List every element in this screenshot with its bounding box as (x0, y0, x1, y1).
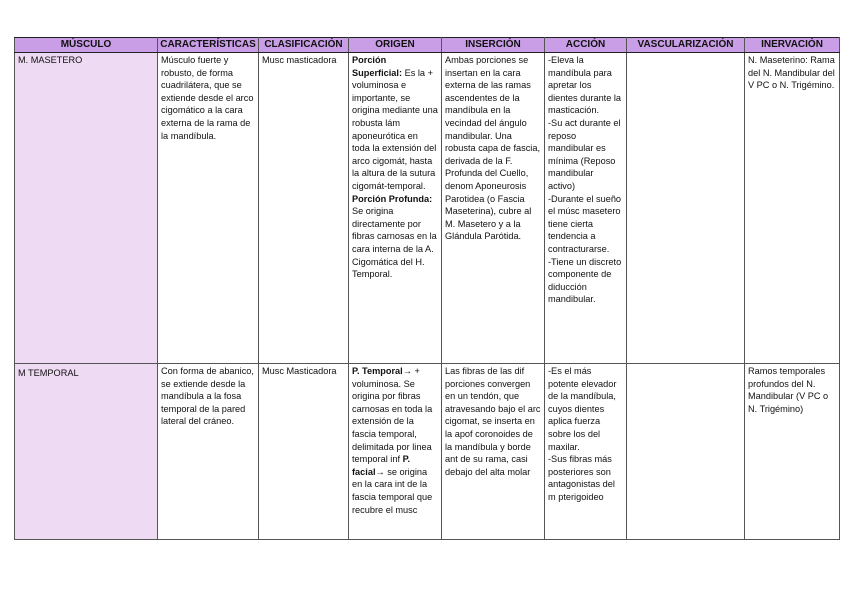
header-accion: ACCIÓN (545, 38, 627, 53)
cell-vascularizacion (627, 364, 745, 540)
cell-clasificacion: Musc masticadora (259, 53, 349, 364)
cell-inervacion: Ramos temporales profundos del N. Mandibular (V PC o N. Trigémino) (745, 364, 840, 540)
table-row-temporal (15, 364, 840, 540)
cell-caracteristicas: Con forma de abanico, se extiende desde la mandíbula a la fosa temporal de la pared lateral del cráneo. (158, 364, 259, 540)
header-musculo: MÚSCULO (15, 38, 158, 53)
cell-origen (349, 53, 442, 364)
cell-musculo: M. MASETERO (15, 53, 158, 364)
muscles-table (14, 37, 840, 540)
origen-text-temporal: + voluminosa. Se origina por fibras carnosas en toda la extensión de la fascia temporal, delimitada por linea temporal inf (352, 366, 433, 465)
header-vascularizacion: VASCULARIZACIÓN (627, 38, 745, 53)
origen-heading-temporal: P. Temporal→ (352, 366, 412, 376)
header-row (15, 38, 840, 53)
header-inervacion: INERVACIÓN (745, 38, 840, 53)
cell-musculo: M TEMPORAL (15, 364, 158, 540)
header-insercion: INSERCIÓN (442, 38, 545, 53)
cell-inervacion: N. Maseterino: Rama del N. Mandibular del V PC o N. Trigémino. (745, 53, 840, 364)
cell-caracteristicas: Músculo fuerte y robusto, de forma cuadrilátera, que se extiende desde el arco cigomático a la cara externa de la rama de la mandíbula. (158, 53, 259, 364)
cell-accion: -Eleva la mandíbula para apretar los dientes durante la masticación. -Su act durante el reposo mandibular es mínima (Reposo mandibular activo) -Durante el sueño el músc masetero tiene cierta tendencia a contracturarse. -Tiene un discreto componente de diducción mandibular. (545, 53, 627, 364)
table-row-masetero (15, 53, 840, 364)
origen-heading-facial: P. facial→ (352, 454, 411, 477)
origen-heading-profunda: Porción Profunda: (352, 193, 433, 204)
header-origen: ORIGEN (349, 38, 442, 53)
origen-text-superficial: Es la + voluminosa e importante, se origina mediante una robusta lám aponeurótica en toda la extensión del arco cigomát, hasta la altura de la sutura cigomát-temporal. (352, 67, 438, 191)
cell-accion: -Es el más potente elevador de la mandíbula, cuyos dientes aplica fuerza sobre los del maxilar. -Sus fibras más posteriores son antagonistas del m pterigoideo (545, 364, 627, 540)
origen-heading-superficial: Porción Superficial: (352, 55, 403, 78)
cell-insercion: Ambas porciones se insertan en la cara externa de las ramas ascendentes de la mandíbula en la vecindad del ángulo mandibular. Una robusta capa de fascia, derivada de la F. Profunda del Cuello, denom Aponeurosis Parotidea (o Fascia Maseterina), cubre al M. Masetero y a la Glándula Parótida. (442, 53, 545, 364)
origen-text-facial: se origina en la cara int de la fascia temporal que recubre el musc (352, 466, 433, 515)
cell-origen (349, 364, 442, 540)
origen-text-profunda: Se origina directamente por fibras carnosas en la cara interna de la A. Cigomática del H. Temporal. (352, 206, 437, 280)
header-clasificacion: CLASIFICACIÓN (259, 38, 349, 53)
header-caracteristicas: CARACTERÍSTICAS (158, 38, 259, 53)
cell-insercion: Las fibras de las dif porciones convergen en un tendón, que atravesando bajo el arc cigomat, se inserta en la apof coronoides de la mandíbula y borde ant de su rama, casi debajo del alta molar (442, 364, 545, 540)
cell-vascularizacion (627, 53, 745, 364)
cell-clasificacion: Musc Masticadora (259, 364, 349, 540)
